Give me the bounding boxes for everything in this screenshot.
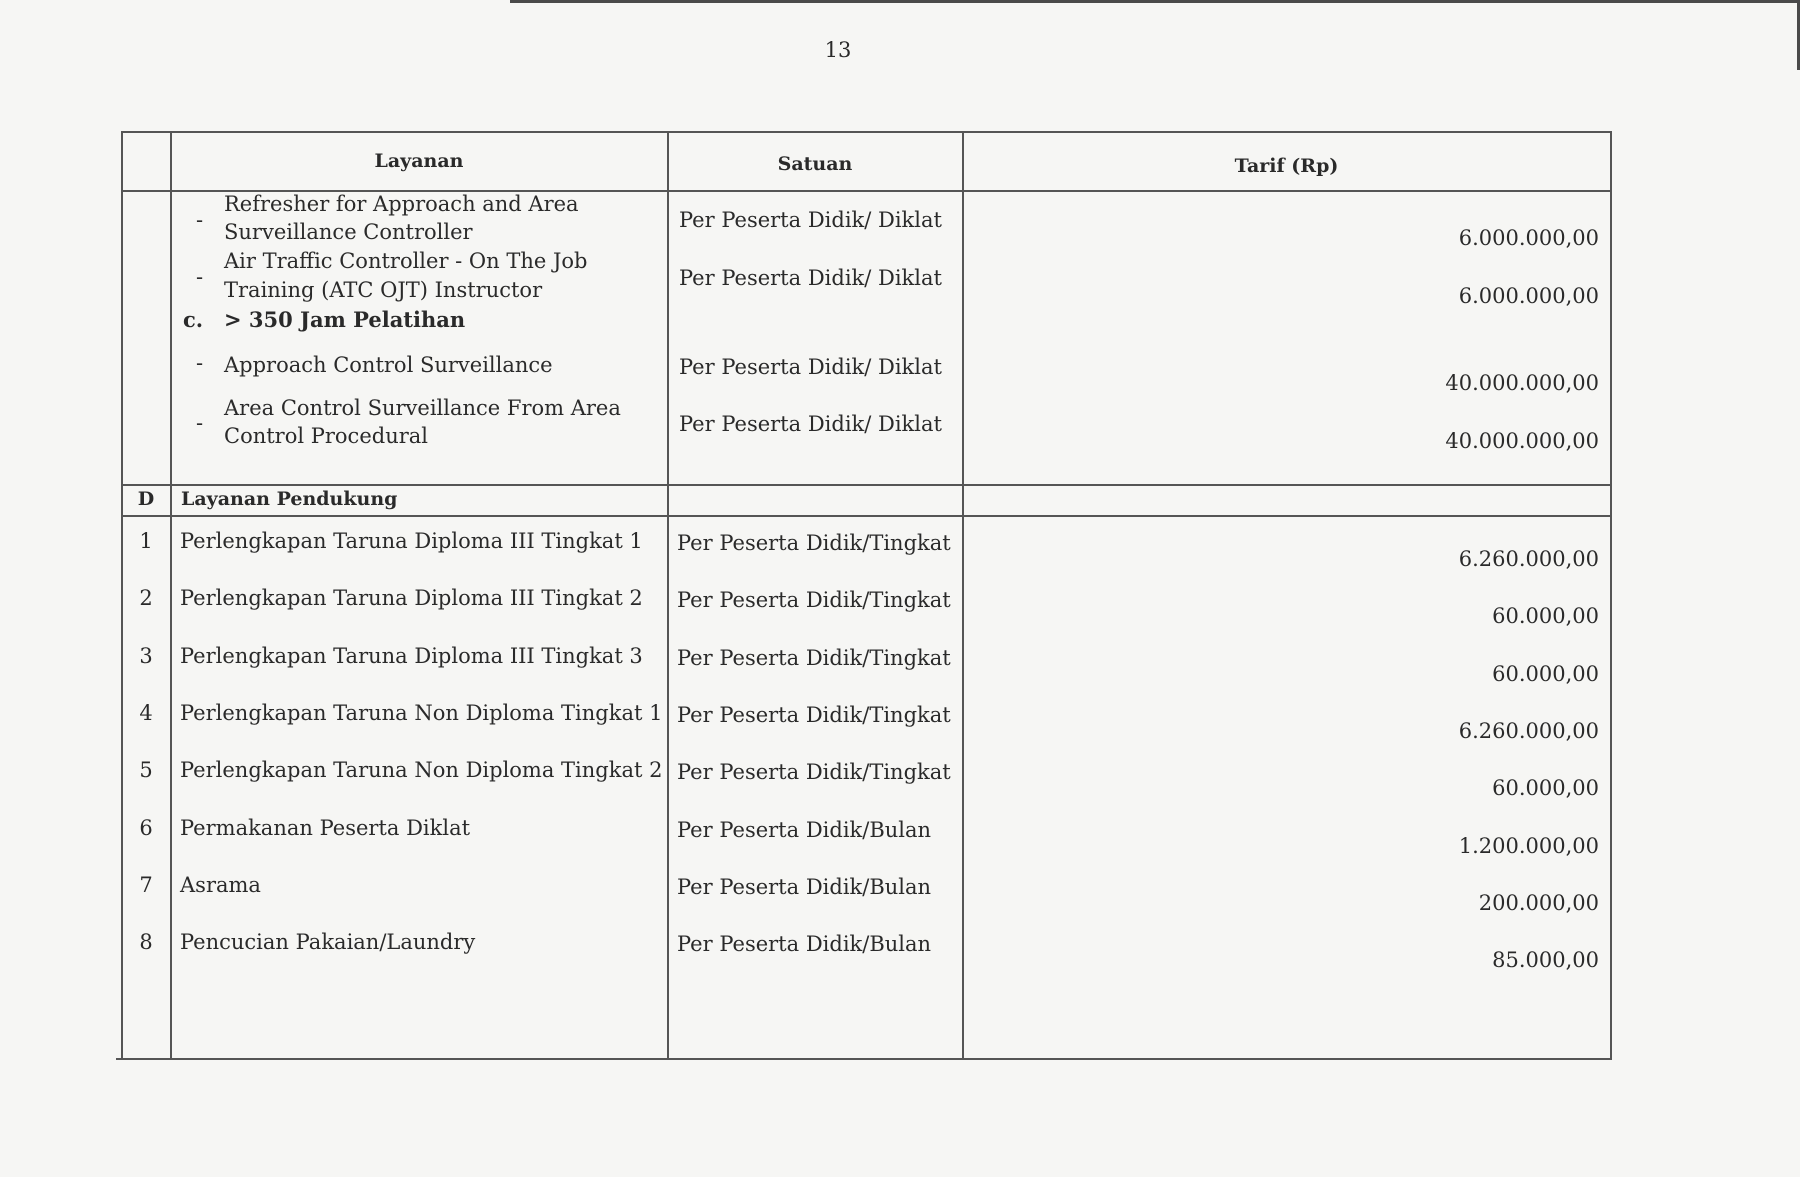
tarif-cell: 40.000.000,00 xyxy=(1445,371,1599,395)
layanan-line: Surveillance Controller xyxy=(224,220,473,244)
satuan-cell: Per Peserta Didik/ Diklat xyxy=(679,412,942,436)
header-layanan: Layanan xyxy=(374,150,464,172)
satuan-cell: Per Peserta Didik/ Diklat xyxy=(679,266,942,290)
layanan-cell: Perlengkapan Taruna Diploma III Tingkat 2 xyxy=(180,586,643,611)
tarif-cell: 6.260.000,00 xyxy=(1458,547,1599,571)
layanan-cell: Pencucian Pakaian/Laundry xyxy=(180,930,476,955)
layanan-cell: Perlengkapan Taruna Diploma III Tingkat 3 xyxy=(180,643,643,668)
layanan-cell: Asrama xyxy=(180,872,261,897)
layanan-cell: Perlengkapan Taruna Non Diploma Tingkat 2 xyxy=(180,758,663,783)
bullet-dash: - xyxy=(196,351,204,375)
satuan-cell: Per Peserta Didik/Bulan xyxy=(677,932,932,957)
row-number: 2 xyxy=(139,586,153,611)
layanan-line: Air Traffic Controller - On The Job xyxy=(224,249,588,273)
satuan-cell: Per Peserta Didik/Tingkat xyxy=(677,645,951,670)
layanan-cell: Permakanan Peserta Diklat xyxy=(180,815,471,840)
tarif-cell: 60.000,00 xyxy=(1492,661,1599,686)
row-number: 7 xyxy=(139,872,153,897)
layanan-cell: Perlengkapan Taruna Non Diploma Tingkat 1 xyxy=(180,700,663,725)
tarif-cell: 6.260.000,00 xyxy=(1458,718,1599,743)
bullet-dash: - xyxy=(196,411,204,435)
layanan-cell: Perlengkapan Taruna Diploma III Tingkat 1 xyxy=(180,529,643,553)
subheading-label: c. xyxy=(183,307,204,332)
layanan-line: Approach Control Surveillance xyxy=(224,353,553,377)
tarif-cell: 200.000,00 xyxy=(1478,890,1599,915)
bullet-dash: - xyxy=(196,208,204,232)
col-border-right xyxy=(1610,131,1612,1059)
satuan-cell: Per Peserta Didik/Tingkat xyxy=(677,588,951,613)
section-d-code: D xyxy=(137,488,155,510)
row-number: 3 xyxy=(139,643,153,668)
row-number: 6 xyxy=(139,815,153,840)
tarif-cell: 85.000,00 xyxy=(1492,948,1599,973)
satuan-cell: Per Peserta Didik/Tingkat xyxy=(677,531,951,555)
tarif-cell: 6.000.000,00 xyxy=(1458,284,1599,308)
header-tarif: Tarif (Rp) xyxy=(1234,155,1339,177)
layanan-line: Control Procedural xyxy=(224,424,428,448)
row-number: 8 xyxy=(139,930,153,955)
satuan-cell: Per Peserta Didik/Tingkat xyxy=(677,702,951,727)
layanan-line: Refresher for Approach and Area xyxy=(224,192,579,216)
satuan-cell: Per Peserta Didik/Bulan xyxy=(677,817,932,842)
satuan-cell: Per Peserta Didik/ Diklat xyxy=(679,208,942,232)
tarif-cell: 40.000.000,00 xyxy=(1445,429,1599,453)
tarif-cell: 6.000.000,00 xyxy=(1458,226,1599,250)
row-number: 4 xyxy=(139,700,153,725)
layanan-line: Area Control Surveillance From Area xyxy=(224,396,621,420)
tarif-cell: 60.000,00 xyxy=(1492,604,1599,629)
subheading-text: > 350 Jam Pelatihan xyxy=(224,307,466,332)
row-number: 5 xyxy=(139,758,153,783)
col-border-satuan xyxy=(962,131,964,1059)
satuan-cell: Per Peserta Didik/Tingkat xyxy=(677,760,951,785)
satuan-cell: Per Peserta Didik/Bulan xyxy=(677,874,932,899)
col-border-layanan xyxy=(667,131,669,1059)
page-edge-top xyxy=(510,0,1800,3)
table-top-border xyxy=(123,131,1612,133)
tarif-cell: 60.000,00 xyxy=(1492,776,1599,801)
satuan-cell: Per Peserta Didik/ Diklat xyxy=(679,355,942,379)
tarif-cell: 1.200.000,00 xyxy=(1458,833,1599,858)
table-bottom-border xyxy=(116,1058,1612,1060)
section-d-title: Layanan Pendukung xyxy=(181,488,398,510)
row-number: 1 xyxy=(139,529,153,553)
bullet-dash: - xyxy=(196,265,204,289)
page-number: 13 xyxy=(824,38,852,62)
section-d-bottom-border xyxy=(121,515,1612,517)
layanan-line: Training (ATC OJT) Instructor xyxy=(224,278,543,302)
header-satuan: Satuan xyxy=(777,153,853,175)
